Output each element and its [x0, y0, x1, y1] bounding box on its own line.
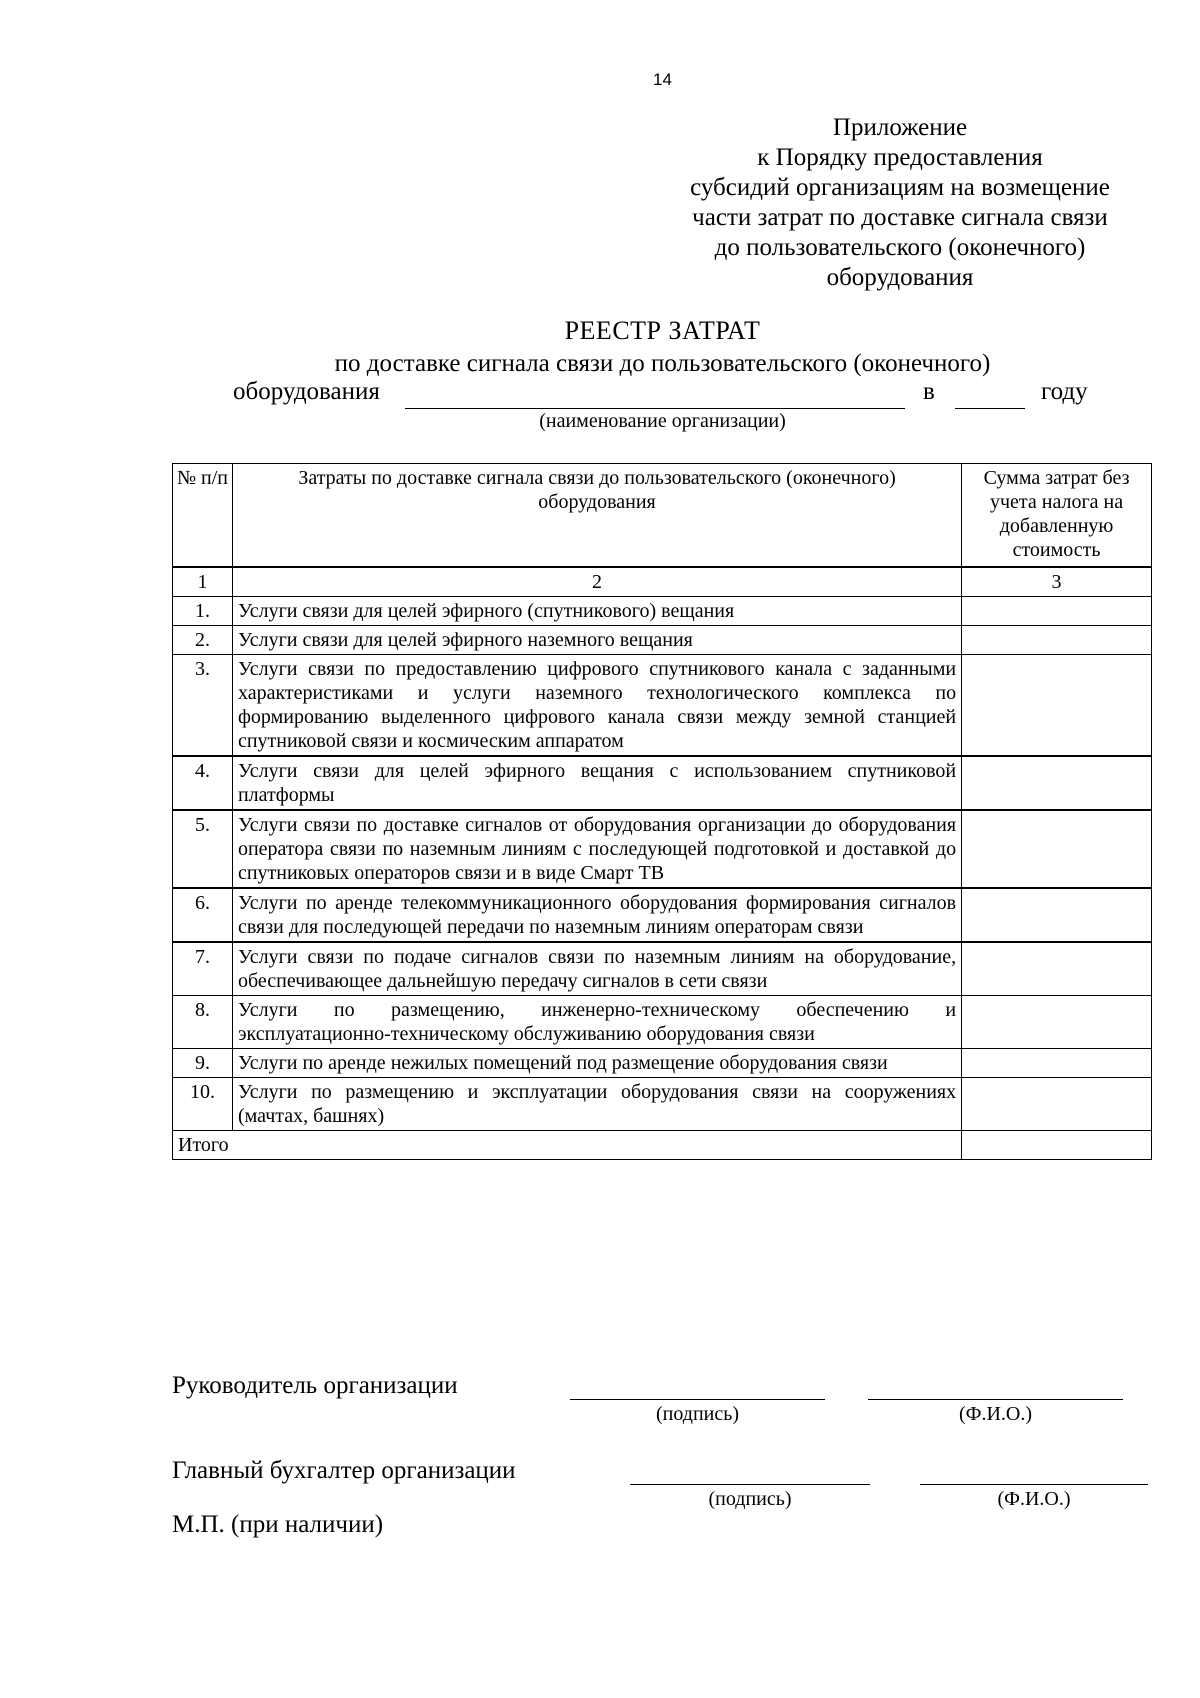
row-number: 1. — [173, 597, 233, 626]
organization-line — [233, 378, 1088, 412]
row-number: 10. — [173, 1078, 233, 1131]
row-description: Услуги связи для целей эфирного вещания с использованием спутниковой платформы — [232, 756, 961, 810]
row-number: 6. — [173, 888, 233, 942]
row-number: 2. — [173, 626, 233, 655]
table-row — [173, 942, 1152, 996]
row-sum-cell[interactable] — [962, 597, 1152, 626]
head-signature-field[interactable] — [570, 1399, 825, 1400]
head-label: Руководитель организации — [172, 1372, 458, 1399]
row-description: Услуги связи по предоставлению цифрового спутникового канала с заданными характеристиками и услуги наземного технологического комплекса по формированию выделенного цифрового канала связи между земной станцией спутниковой связи и космическим аппаратом — [232, 655, 961, 757]
appendix-block — [640, 113, 1160, 293]
table-row — [173, 1078, 1152, 1131]
document-subtitle: по доставке сигнала связи до пользовательского (оконечного) — [334, 350, 991, 377]
row-number: 5. — [173, 810, 233, 888]
column-numbers-row — [173, 567, 1152, 597]
header-costs: Затраты по доставке сигнала связи до пользовательского (оконечного) оборудования — [232, 464, 961, 568]
header-number: № п/п — [173, 464, 233, 568]
row-sum-cell[interactable] — [962, 1049, 1152, 1078]
row-number: 4. — [173, 756, 233, 810]
accountant-signature-field[interactable] — [630, 1484, 870, 1485]
page-number: 14 — [653, 70, 672, 89]
table-row — [173, 1049, 1152, 1078]
row-description: Услуги связи по подаче сигналов связи по наземным линиям на оборудование, обеспечивающее дальнейшую передачу сигналов в сети связи — [232, 942, 961, 996]
appendix-line: части затрат по доставке сигнала связи — [692, 204, 1108, 231]
column-number: 3 — [962, 567, 1152, 597]
table-row — [173, 756, 1152, 810]
row-sum-cell[interactable] — [962, 1078, 1152, 1131]
row-sum-cell[interactable] — [962, 626, 1152, 655]
appendix-line: к Порядку предоставления — [757, 144, 1043, 171]
row-description: Услуги по размещению, инженерно-техническому обеспечению и эксплуатационно-техническому обслуживанию оборудования связи — [232, 996, 961, 1049]
table-row — [173, 655, 1152, 757]
row-number: 7. — [173, 942, 233, 996]
appendix-line: оборудования — [826, 264, 974, 291]
total-sum-cell[interactable] — [962, 1131, 1152, 1160]
appendix-line: Приложение — [832, 114, 968, 141]
table-row — [173, 996, 1152, 1049]
organization-caption: (наименование организации) — [539, 410, 786, 432]
row-number: 9. — [173, 1049, 233, 1078]
accountant-name-field[interactable] — [920, 1484, 1148, 1485]
accountant-signature-caption: (подпись) — [708, 1488, 792, 1510]
head-name-field[interactable] — [868, 1399, 1123, 1400]
row-number: 3. — [173, 655, 233, 757]
org-line-prefix: оборудования — [233, 378, 380, 405]
document-title: РЕЕСТР ЗАТРАТ — [564, 316, 761, 345]
row-sum-cell[interactable] — [962, 996, 1152, 1049]
org-line-year: году — [1041, 378, 1088, 405]
row-description: Услуги по аренде нежилых помещений под размещение оборудования связи — [232, 1049, 961, 1078]
row-sum-cell[interactable] — [962, 942, 1152, 996]
head-name-caption: (Ф.И.О.) — [958, 1403, 1032, 1425]
row-description: Услуги связи для целей эфирного (спутникового) вещания — [232, 597, 961, 626]
row-sum-cell[interactable] — [962, 756, 1152, 810]
head-signature-caption: (подпись) — [655, 1403, 740, 1425]
row-description: Услуги связи для целей эфирного наземного вещания — [232, 626, 961, 655]
appendix-line: субсидий организациям на возмещение — [690, 174, 1110, 201]
row-description: Услуги по размещению и эксплуатации оборудования связи на сооружениях (мачтах, башнях) — [232, 1078, 961, 1131]
column-number: 2 — [232, 567, 961, 597]
table-row — [173, 810, 1152, 888]
accountant-name-caption: (Ф.И.О.) — [997, 1488, 1071, 1510]
header-sum: Сумма затрат без учета налога на добавленную стоимость — [962, 464, 1152, 568]
row-sum-cell[interactable] — [962, 810, 1152, 888]
table-row — [173, 597, 1152, 626]
table-row — [173, 626, 1152, 655]
org-line-in: в — [923, 378, 935, 405]
table-header-row — [173, 464, 1152, 568]
row-sum-cell[interactable] — [962, 888, 1152, 942]
row-sum-cell[interactable] — [962, 655, 1152, 757]
accountant-label: Главный бухгалтер организации — [172, 1457, 516, 1484]
row-number: 8. — [173, 996, 233, 1049]
column-number: 1 — [173, 567, 233, 597]
total-row — [173, 1131, 1152, 1160]
appendix-line: до пользовательского (оконечного) — [714, 234, 1086, 261]
total-label: Итого — [173, 1131, 962, 1160]
year-field[interactable] — [955, 408, 1025, 409]
organization-name-field[interactable] — [405, 408, 905, 409]
seal-label: М.П. (при наличии) — [172, 1511, 384, 1538]
table-row — [173, 888, 1152, 942]
cost-registry-table — [172, 463, 1152, 1160]
row-description: Услуги по аренде телекоммуникационного оборудования формирования сигналов связи для последующей передачи по наземным линиям операторам связи — [232, 888, 961, 942]
row-description: Услуги связи по доставке сигналов от оборудования организации до оборудования оператора связи по наземным линиям с последующей подготовкой и доставкой до спутниковых операторов связи и в виде Смарт ТВ — [232, 810, 961, 888]
